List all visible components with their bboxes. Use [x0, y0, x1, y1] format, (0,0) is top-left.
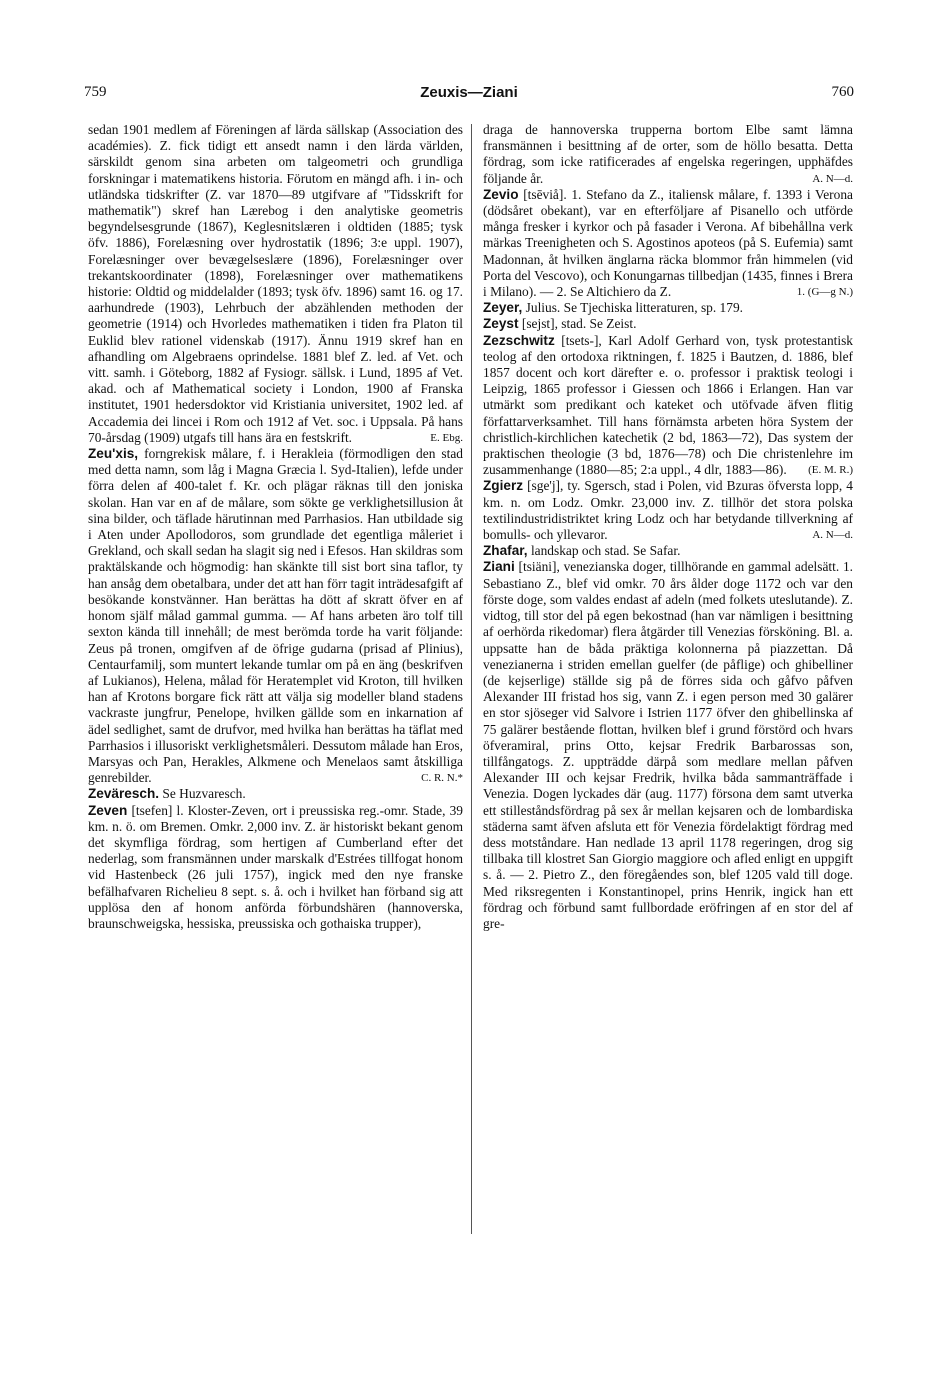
page-number-left: 759: [84, 84, 107, 100]
entry-text: Julius. Se Tjechiska litteraturen, sp. 179.: [525, 300, 743, 316]
headword: Zhafar,: [483, 543, 528, 559]
entry-text: [tsefen] l. Kloster-Zeven, ort i preussiska reg.-omr. Stade, 39 km. n. ö. om Bremen. Omkr. 2,000 inv. Z. är historiskt bekant genom det skymfliga fördrag, som hertigen af Cumberland efter det nederlag, som fransmännen under marskalk d'Estrées tillfogat honom vid Hastenbeck (26 juli 1757), ingick med den nye franske befälhafvaren Richelieu 8 sept. s. å. och i hvilket han förband sig att upplösa den af honom anförda förbundshären (hannoverska, braunschweigska, hessiska, preussiska och gothaiska trupper),: [88, 802, 463, 931]
headword: Ziani: [483, 559, 515, 575]
entry-zevaresch: [88, 786, 463, 802]
entry-text: [tsiäni], venezianska doger, tillhörande en gammal adelsätt. 1. Sebastiano Z., blef vid omkr. 70 års ålder doge 1172 och var den förste doge, som valdes endast af adeln (med folkets uteslutande). Z. vidtog, till stor del på egen bekostnad (han var nämligen i besittning af oerhörda rikedomar) flera åtgärder till Venezias försköning. Bl. a. uppsatte han de båda präktiga kolonnerna på piazzettan. Då venezianerna i striden emellan guelfer (de påflige) och ghibelliner (de kejserlige) ställde sig på de förres sida och gåfvo påfven Alexander III fristad hos sig, vann Z. i egen person med 30 galärer en stor sjöseger vid Salvore i Istrien 1177 öfver den ghibellinska af 75 galärer bestående flottan, hvilken blef i grund förstörd och hvars öfveramiral, prins Otto, kejsar Fredrik Barbarossas son, tillfångatogs. Z. uppträdde därpå som medlare mellan påfven Alexander III och kejsar Fredrik, hvilka båda sammanträffade i Venezia. Dogen lyckades där (aug. 1177) försona dem samt utverka ett stilleståndsfördrag på sex år mellan kejsaren och de lombardiska städerna samt äfven afsluta ett för Venezia fördelaktigt fördrag med dess motståndare. Han nedlade 13 april 1178 regeringen, drog sig tillbaka till klostret San Giorgio maggiore och afled enligt en uppgift s. å. — 2. Pietro Z., den föregåendes son, blef 1205 vald till doge. Med riksregenten i Konstantinopel, prins Henrik, ingick han ett fördrag och förbund samt fullbordade eröfringen af en stor del af gre-: [483, 559, 853, 931]
author-signature: 1. (G—g N.): [796, 286, 853, 299]
headword: Zeven: [88, 802, 128, 818]
entry-zeuthen-continued: [88, 122, 463, 446]
author-signature: A. N—d.: [812, 529, 853, 542]
entry-text: draga de hannoverska trupperna bortom Elbe samt lämna fransmännen i besittning af de orter, som de höllo besatta. Detta fördrag, som icke ratificerades af engelska regeringen, upphäfdes följande år.: [483, 122, 853, 186]
author-signature: E. Ebg.: [430, 431, 463, 444]
page-number-right: 760: [831, 84, 854, 100]
headword: Zevio: [483, 186, 519, 202]
entry-zeuxis: [88, 446, 463, 786]
headword: Zeväresch.: [88, 786, 160, 802]
entry-zgierz: [483, 478, 853, 543]
author-signature: (E. M. R.): [808, 464, 853, 477]
entry-ziani: [483, 559, 853, 932]
headword: Zeyst: [483, 316, 519, 332]
headword: Zgierz: [483, 478, 524, 494]
entry-text: sedan 1901 medlem af Föreningen af lärda sällskap (Association des académies). Z. fick tidigt ett ansedt namn i den lärda världen, särskildt genom sina arbeten om talgeometri och grundliga forskningar i matematikens historia. Förutom en mängd afh. i in- och utländska tidskrifter (Z. var 1870—89 utgifvare af "Tidsskrift for mathematik") skref han Lærebog i den analytiske geometris begyndelsesgrunde (1867), Keglesnitslæren i oldtiden (1885; tysk öfv. 1886), Forelæsning over hydrostatik (1896; 3:e uppl. 1907), Forelæsninger over bevægelseslære (1896), Forelæsninger over trekantskoordinater (1898), Forelæsninger over mathematikens historie: Oldtid og middelalder (1893; tysk öfv. 1896) samt 16. og 17. aarhundrede (1903), Lehrbuch der abzählenden methoden der geometrie (1914) och Hvorledes mathematiken i tiden fra Platon til Euklid blev rationel videnskab (1917). Ännu 1919 skref han en afhandling om Algebraens oprindelse. 1881 blef Z. led. af Vet. och vitt. samh. i Göteborg, 1882 af Fysiogr. sällsk. i Lund, 1895 af Vet. akad. och af Mathematical society i London, 1900 af Franska institutet, 1901 hedersdoktor vid Kristiania universitet, 1902 led. af Accademia dei lincei i Rom och 1912 af Vet. soc. i Uppsala. På hans 70-årsdag (1909) utgafs till hans ära en festskrift.: [88, 122, 463, 445]
page-header: [84, 84, 854, 108]
entry-text: forngrekisk målare, f. i Herakleia (förmodligen den stad med detta namn, som låg i Magna Græcia l. Syd-Italien), lefde under förra delen af 400-talet f. Kr. och plägar räknas till den joniska skolan. Han var en af de målare, som sökte ge verklighetsillusion åt sina bilder, och täflade härutinnan med Parrhasios. Han utbildade sig i Aten under Apollodoros, som grundlade det egentliga måleriet i Grekland, och skall sedan ha slagit sig ned i Efesos. Han skildras som praktälskande och högmodig: han skänkte till sist bort sina taflor, ty han ansåg dem obetalbara, under det att han förr tagit inträdesafgift af besökande konstvänner. Han berättas ha dött af skratt öfver en af honom själf målad gammal gumma. — Af hans arbeten äro tolf till sexton kända till innehåll; de mest berömda torde ha varit följande: Zeus på tronen, omgifven af de öfrige gudarna (prisad af Plinius), Centaurfamilj, som muntert lekande tumlar om på en äng (beskrifven af Lukianos), Helena, målad för Heratemplet vid Kroton, till hvilken han af Krotons borgare fick rätt att välja sig modeller bland stadens vackraste jungfrur, Penelope, hvilken gällde som en inkarnation af ädel sedlighet, samt de drufvor, med hvilka han berättas ha täflat med Parrhasios i illusoriskt verklighetsmåleri. Dessutom målade han Eros, Marsyas och Pan, Herakles, Alkmene och Menelaos samt åtskilliga genrebilder.: [88, 446, 463, 786]
entry-zezschwitz: [483, 333, 853, 479]
entry-zeven: [88, 803, 463, 933]
running-title: Zeuxis—Ziani: [420, 84, 518, 101]
entry-text: [sge'j], ty. Sgersch, stad i Polen, vid Bzuras öfversta lopp, 4 km. n. om Lodz. Omkr. 23,000 inv. Z. tillhör det stora polska textilindustridistriktet kring Lodz och har betydande tillverkning af bomulls- och yllevaror.: [483, 478, 853, 543]
entry-text: [tsēviå]. 1. Stefano da Z., italiensk målare, f. 1393 i Verona (dödsåret obekant), var en efterföljare af Pisanello och utförde många fresker i kyrkor och på fasader i Verona. Af bibehållna verk märkas Treenigheten och S. Agostinos apoteos (på S. Eufemia) samt Madonnan, åt hvilken änglarna räcka blommor från himmelen (vid Porta del Vescovo), och Konungarnas tillbedjan (1435, finnes i Brera i Milano). — 2. Se Altichiero da Z.: [483, 186, 853, 300]
headword: Zezschwitz: [483, 332, 555, 348]
entry-text: [tsets-], Karl Adolf Gerhard von, tysk protestantisk teolog af den ortodoxa riktningen, f. 1825 i Bautzen, d. 1886, blef 1857 docent och kort därefter e. o. professor i praktisk teologi i Leipzig, 1865 professor i Giessen och 1866 i Erlangen. Han var utmärkt som predikant och kateket och utöfvade äfven flitig författarverksamhet. Till hans förnämsta arbeten höra System der christlich-kirchlichen katechetik (2 bd, 1863—72), Das system der praktischen theologie (3 bd, 1876—78) och Die christenlehre im zusammenhange (1880—85; 2:a uppl., 4 dlr, 1883—86).: [483, 332, 853, 478]
entry-zeven-continued: [483, 122, 853, 187]
right-column: [483, 122, 853, 932]
entry-text: Se Huzvaresch.: [162, 786, 246, 802]
headword: Zeu'xis,: [88, 446, 139, 462]
entry-zhafar: [483, 543, 853, 559]
entry-zeyer: [483, 300, 853, 316]
entry-text: [sejst], stad. Se Zeist.: [521, 316, 637, 332]
entry-zeyst: [483, 316, 853, 332]
column-divider: [471, 124, 472, 1234]
entry-zevio: [483, 187, 853, 300]
left-column: [88, 122, 463, 932]
headword: Zeyer,: [483, 300, 523, 316]
author-signature: A. N—d.: [812, 172, 853, 185]
entry-text: landskap och stad. Se Safar.: [530, 543, 681, 559]
author-signature: C. R. N.*: [421, 772, 463, 785]
